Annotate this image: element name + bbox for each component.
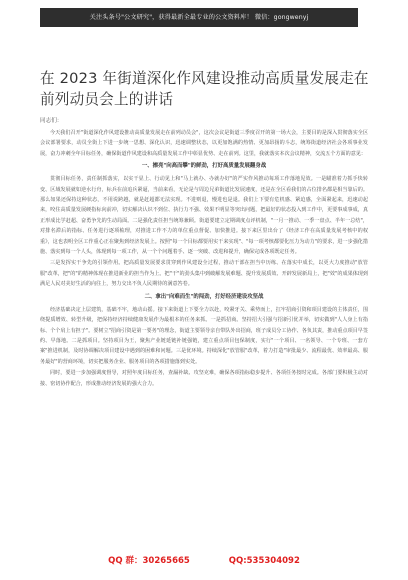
section-2-paragraph-2: 同时，要进一步加强调度督导，对照年度目标任务，查漏补缺、攻坚克难，确保各项指标稳步提升、各项任务按时完成。各部门要积极主动对接、密切协作配合，形成推动经济发展的强大合力。 (40, 370, 368, 387)
footer-contact (0, 554, 408, 566)
section-2-paragraph-1: 经济基础决定上层建筑，基础不牢，地动山摇。接下来街道上下要全力以赴，咬紧牙关、乘势而上，扛牢招商引资和项目建设的主体责任，围绕提质增效、转型升级，把保持经济持续健康发展作为最根本的任务来抓。一是抓招商。坚持招大引强与招新引优并举，切实做到"人人身上有指标、个个肩上有担子"。要树立"招商引资是第一要务"的理念，街道主要领导亲自带队外出招商，班子成员分工协作、各负其责，推动重点项目早签约、早落地。二是抓项目。坚持项目为王，聚焦产业链延链补链强链，建立重点项目包保制度，实行"一个项目、一名领导、一个专班、一套方案"推进机制，及时协调解决项目建设中遇到的困难和问题。三是优环境。持续深化"放管服"改革，着力打造"审批最少、流程最优、效率最高、服务最好"的营商环境，切实把服务企业、服务项目的各项措施落到实处。 (40, 306, 368, 365)
footer-qq-group: QQ 群：30265665 (108, 556, 190, 566)
section-heading-2: 二、拿出"向难而生"的闯劲，打好经济建设攻坚战 (144, 293, 264, 300)
section-1-paragraph-2: 三是发挥实干争先的引领作用。把高质量发展要求贯穿到作风建设全过程，推动干部在担当中历练、在落实中成长，以更大力度推动"放管服"改革，把"的"的精神体现在推进新业的担当作为上。把"干"的劲头集中到破解发展难题、提升发展质效、开辟发展新局上，把"效"的成果体现到满足人民对美好生活的向往上，努力交出不负人民期待的满意答卷。 (40, 260, 368, 288)
section-heading-1: 一、擦亮"向高而攀"的鲜劲，打好高质量发展翻身战 (141, 163, 267, 170)
intro-paragraph: 今天我们召开"街道深化作风建设推动高质量发展走在前列动员会"，这次会议是街道三季度召开的第一场大会，主要目的是深入贯彻落实全区会议部署要求，动员全街上下进一步统一思想、深化认识，迅速调整状态，以更加饱满的热情、更加昂扬的斗志，统筹街道经济社会各项事业发展，奋力冲刺全年目标任务，确保街道作风建设和高质量发展工作中彰显优势、走在前列。这里，我就落实本次会议精神，交流五个方面的意见： (40, 130, 368, 157)
section-1-paragraph-1: 贯彻目标任务，责任制抓落实，以实干显上、行动见上和"马上就办、办就办好"的严实作风推动每项工作落地见效。一是瞄准着力抓手快转变、区域发展就如逆水行舟，标兵在前追兵紧逼，当前来看，无论是与周边兄弟街道比发展速度，还是在全区看我们的占位排名都是相当靠后的。那么如果还保持这种状态，不用说跨越，就是赶超都无法实现。不进则退，慢进也是退。我们上下要有危机感、紧迫感，全面紧起来，迅速动起来，咬住高质量发展硬指标向前冲，切实解决认识不到位、执行力不强、效果不明显等突出问题，把最好的状态投入到工作中，更要事成事成，真正形成比学赶超、奋勇争先的生动局面。二是强化责任担当统筹兼顾。街道要建立定期调度点评机制，"一月一推动、一季一盘点、半年一总结"，对排名滞后的指标、任务进行逐项梳理，对推进工作不力的单位重点督促、加快推进。接下来区里出台了《经济工作在高质量发展考核中的权重》，这也表明全区工作重心正在聚焦到经济发展上。按照"每一个目标都要用实干来实现"、"每一项考核都要化压力为动力"的要求，进一步强化措施、落实到每一个人头，体现到每一项工作，从一个个问题着手、逐一突破、改进和提升，确保完成各项既定任务。 (40, 176, 368, 256)
document-title: 在 2023 年街道深化作风建设推动高质量发展走在前列动员会上的讲话 (40, 70, 369, 108)
salutation: 同志们： (40, 118, 63, 124)
footer-qq: QQ:535304092 (228, 556, 300, 566)
header-banner: 关注头条号"公文研究"，获得最新全最专业的公文资料库！ 微信：gongwenyj (40, 8, 358, 27)
document-body (40, 128, 368, 546)
